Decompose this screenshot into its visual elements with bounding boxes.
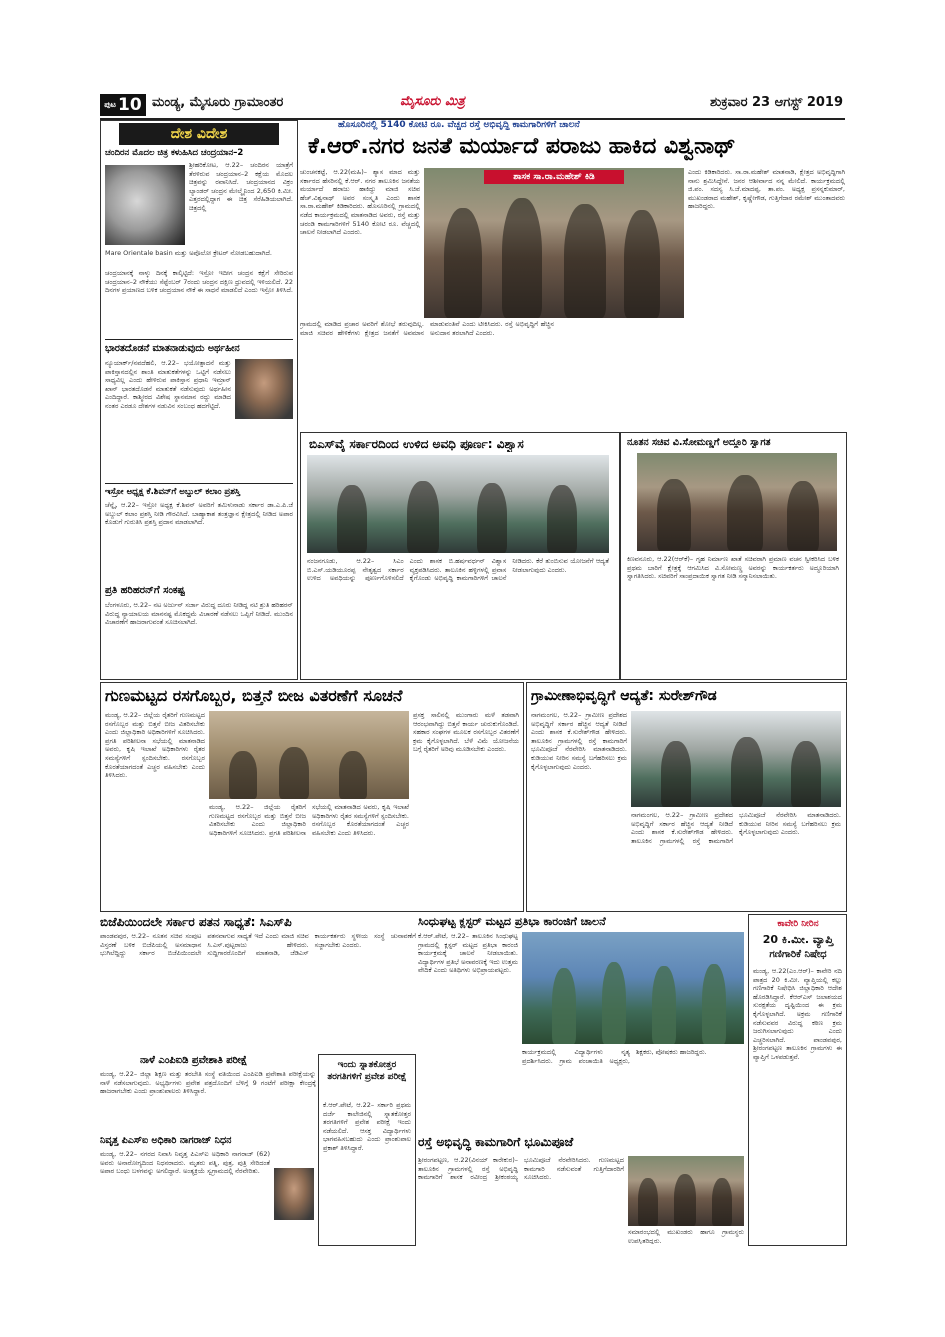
fertilizer-body-right: ಪ್ರಸಕ್ತ ಸಾಲಿನಲ್ಲಿ ಮುಂಗಾರು ಮಳೆ ತಡವಾಗಿ ಆರಂಭವಾಗಿದ್ದು ಬಿತ್ತನೆ ಕಾರ್ಯ ಚುರುಕುಗೊಂಡಿದೆ. ಸಹಕಾರ ಸಂಘಗಳ ಮೂಲಕ ರಸಗೊಬ್ಬರ ವಿತರಣೆಗೆ ಕ್ರಮ ಕೈಗೊಳ್ಳಲಾಗಿದೆ. ಬೆಳೆ ವಿಮೆ ಯೋಜನೆಯ ಬಗ್ಗೆ ರೈತರಿಗೆ ಅರಿವು ಮೂಡಿಸಬೇಕು ಎಂದರು. xyxy=(413,711,519,754)
minister-photo xyxy=(637,453,837,551)
fertilizer-story-box xyxy=(100,682,524,912)
sindhaghatta-photo xyxy=(522,932,744,1044)
bjp-headline: ಬಿಎಸ್‌ವೈ ಸರ್ಕಾರದಿಂದ ಉಳಿದ ಅವಧಿ ಪೂರ್ಣ: ವಿಶ್ವಾಸ xyxy=(309,437,524,451)
story-chandrayaan-caption: Mare Orientale basin ಮತ್ತು ಅಪೊಲೋ ಕ್ರೇಟರ್ ನೋಡಬಹುದಾಗಿದೆ. xyxy=(105,249,272,257)
bjp-fall-body: ಪಾಂಡವಪುರ, ಆ.22– ನೂತನ ಸಚಿವ ಸಂಪುಟ ವಿಸ್ತರಣೆ ಬಳಿಕ ಬಿಜೆಪಿಯಲ್ಲಿ ಅಸಮಾಧಾನ ಭುಗಿಲೆದ್ದಿದ್ದು ಸರ್ಕಾರ ಬಿಜೆಪಿಯಿಂದಲೇ ಪತನವಾಗುವ ಸಾಧ್ಯತೆ ಇದೆ ಎಂದು ಮಾಜಿ ಸಚಿವ ಸಿ.ಎಸ್.ಪುಟ್ಟರಾಜು ಹೇಳಿದರು. ಸುದ್ದಿಗಾರರೊಂದಿಗೆ ಮಾತನಾಡಿ, ಜೆಡಿಎಸ್ ಕಾರ್ಯಕರ್ತರು ಸ್ಥಳೀಯ ಸಂಸ್ಥೆ ಚುನಾವಣೆಗೆ ಸಜ್ಜಾಗಬೇಕು ಎಂದರು. xyxy=(100,932,416,958)
obituary-photo xyxy=(274,1168,314,1220)
rural-story-box xyxy=(526,682,847,912)
page-number-badge: $^{ಪುಟ}$ 10 xyxy=(100,94,146,116)
masthead xyxy=(100,92,845,120)
road-pooja-body: ಶ್ರೀರಂಗಪಟ್ಟಣ, ಆ.22(ವಿನಯ್ ಕಾರೇಕುರ)– ತಾಲೂಕಿನ ಗ್ರಾಮಗಳಲ್ಲಿ ರಸ್ತೆ ಅಭಿವೃದ್ಧಿ ಕಾಮಗಾರಿಗೆ ಶಾಸಕ ರವೀಂದ್ರ ಶ್ರೀಕಂಠಯ್ಯ ಭೂಮಿಪೂಜೆ ನೆರವೇರಿಸಿದರು. ಗುಣಮಟ್ಟದ ಕಾಮಗಾರಿ ನಡೆಸುವಂತೆ ಗುತ್ತಿಗೆದಾರರಿಗೆ ಸೂಚಿಸಿದರು. xyxy=(418,1156,624,1182)
story-isro-award-headline: ಇಸ್ರೋ ಅಧ್ಯಕ್ಷ ಕೆ.ಶಿವನ್‌ಗೆ ಅಬ್ದುಲ್ ಕಲಾಂ ಪ್ರಶಸ್ತಿ xyxy=(105,487,241,497)
rural-photo xyxy=(631,711,841,807)
story-chandrayaan-body: ಶ್ರೀಹರಿಕೋಟ, ಆ.22– ಚಂದಿರನ ಯಾತ್ರೆಗೆ ತೆರಳಿರುವ ಚಂದ್ರಯಾನ–2 ಕಕ್ಷೆಯ ಮೊದಲ ಚಿತ್ರವನ್ನು ರವಾನಿಸಿದೆ. ಚಂದ್ರಯಾನದ ವಿಕ್ರಂ ಲ್ಯಾಂಡರ್ ಚಂದ್ರನ ಮೇಲ್ಮೈನಿಂದ 2,650 ಕಿ.ಮೀ. ಎತ್ತರದಲ್ಲಿದ್ದಾಗ ಈ ಚಿತ್ರ ಸೆರೆಹಿಡಿಯಲಾಗಿದೆ. ಚಿತ್ರದಲ್ಲಿ xyxy=(189,161,293,212)
road-pooja-caption: ಸಮಾರಂಭದಲ್ಲಿ ಮುಖಂಡರು ಹಾಗೂ ಗ್ರಾಮಸ್ಥರು ಉಪಸ್ಥಿತರಿದ್ದರು. xyxy=(628,1228,744,1244)
section-title: ಮಂಡ್ಯ, ಮೈಸೂರು ಗ್ರಾಮಾಂತರ xyxy=(152,95,284,110)
lead-kicker: ಹೊಸೂರಿನಲ್ಲಿ 5140 ಕೋಟಿ ರೂ. ವೆಚ್ಚದ ರಸ್ತೆ ಅಭಿವೃದ್ಧಿ ಕಾಮಗಾರಿಗಳಿಗೆ ಚಾಲನೆ xyxy=(338,120,580,130)
sindhaghatta-headline: ಸಿಂಧುಘಟ್ಟ ಕ್ಲಸ್ಟರ್ ಮಟ್ಟದ ಪ್ರತಿಭಾ ಕಾರಂಜಿಗೆ ಚಾಲನೆ xyxy=(418,915,606,928)
kaveri-line3: ಗಣಿಗಾರಿಕೆ ನಿಷೇಧ xyxy=(769,949,827,960)
fertilizer-photo xyxy=(209,711,409,799)
obituary-body: ಮಂಡ್ಯ, ಆ.22– ನಗರದ ನಿವಾಸಿ ನಿವೃತ್ತ ಪಿಎಸ್‌ಐ ಅಧಿಕಾರಿ ನಾಗರಾಜ್ (62) ಅವರು ಅನಾರೋಗ್ಯದಿಂದ ನಿಧನರಾದರು. ಮೃತರು ಪತ್ನಿ, ಪುತ್ರ, ಪುತ್ರಿ ಸೇರಿದಂತೆ ಅಪಾರ ಬಂಧು ಬಳಗವನ್ನು ಅಗಲಿದ್ದಾರೆ. ಅಂತ್ಯಕ್ರಿಯೆ ಸ್ವಗ್ರಾಮದಲ್ಲಿ ನೆರವೇರಿತು. xyxy=(100,1150,270,1176)
story-india-talks-body: ನ್ಯೂಯಾರ್ಕ್/ನವದೆಹಲಿ, ಆ.22– ಭಯೋತ್ಪಾದನೆ ಮತ್ತು ಪಾಕಿಸ್ತಾನದಲ್ಲಿನ ಶಾಂತಿ ಮಾತುಕತೆಗಳನ್ನು ಒಟ್ಟಿಗೆ ನಡೆಸಲು ಸಾಧ್ಯವಿಲ್ಲ ಎಂದು ಹೇಳಿರುವ ಪಾಕಿಸ್ತಾನ ಪ್ರಧಾನಿ ಇಮ್ರಾನ್ ಖಾನ್ ಭಾರತದೊಡನೆ ಮಾತುಕತೆ ನಡೆಸುವುದು ಅರ್ಥಹೀನ ಎಂದಿದ್ದಾರೆ. ಕಾಶ್ಮೀರದ ವಿಶೇಷ ಸ್ಥಾನಮಾನ ರದ್ದು ಮಾಡಿದ ನಂತರ ಎರಡೂ ದೇಶಗಳ ನಡುವಿನ ಸಂಬಂಧ ಹದಗೆಟ್ಟಿದೆ. xyxy=(105,359,231,410)
story-shruthi-headline: ಪ್ರತಿ ಹರಿಹರನ್‌ಗೆ ಸಂಕಷ್ಟ xyxy=(105,585,185,596)
bjp-body: ನಂಜನಗೂಡು, ಆ.22– ಸಿಎಂ ಬಿ.ಎಸ್.ಯಡಿಯೂರಪ್ಪ ನೇತೃತ್ವದ ಸರ್ಕಾರ ಉಳಿದ ಅವಧಿಯನ್ನು ಪೂರ್ಣಗೊಳಿಸಲಿದೆ ಎಂದು ಶಾಸಕ ಬಿ.ಹರ್ಷವರ್ಧನ್ ವಿಶ್ವಾಸ ವ್ಯಕ್ತಪಡಿಸಿದರು. ತಾಲೂಕಿನ ಹಳ್ಳಿಗಳಲ್ಲಿ ಪ್ರವಾಸ ಕೈಗೊಂಡು ಅಭಿವೃದ್ಧಿ ಕಾಮಗಾರಿಗಳಿಗೆ ಚಾಲನೆ ನೀಡಿದರು. ಕೆರೆ ತುಂಬಿಸುವ ಯೋಜನೆಗೆ ಆದ್ಯತೆ ನೀಡಲಾಗುವುದು ಎಂದರು. xyxy=(307,557,609,583)
obituary-headline: ನಿವೃತ್ತ ಪಿಎಸ್‌ಐ ಅಧಿಕಾರಿ ನಾಗರಾಜ್ ನಿಧನ xyxy=(100,1135,232,1146)
lead-photo xyxy=(424,168,684,318)
pg-test-box xyxy=(318,1054,416,1246)
lead-photo-band: ಶಾಸಕ ಸಾ.ರಾ.ಮಹೇಶ್ ಕಿಡಿ xyxy=(484,170,624,184)
road-pooja-photo xyxy=(628,1156,744,1226)
divider xyxy=(105,339,293,340)
bjp-photo xyxy=(307,455,609,553)
story-shruthi-body: ಬೆಂಗಳೂರು, ಆ.22– ನಟ ಅರ್ಜುನ್ ಸರ್ಜಾ ವಿರುದ್ಧ ದೂರು ನೀಡಿದ್ದ ನಟಿ ಶ್ರುತಿ ಹರಿಹರನ್ ವಿರುದ್ಧ ನ್ಯಾಯಾಲಯ ಮಾನನಷ್ಟ ಮೊಕದ್ದಮೆ ವಿಚಾರಣೆ ನಡೆಸಲು ಒಪ್ಪಿಗೆ ನೀಡಿದೆ. ಮುಂದಿನ ವಿಚಾರಣೆಗೆ ಹಾಜರಾಗುವಂತೆ ಸೂಚಿಸಲಾಗಿದೆ. xyxy=(105,601,293,627)
kaveri-body: ಮಂಡ್ಯ, ಆ.22(ಎಂ.ಆರ್)– ಕಾವೇರಿ ನದಿ ಪಾತ್ರದ 20 ಕಿ.ಮೀ. ವ್ಯಾಪ್ತಿಯಲ್ಲಿ ಕಲ್ಲು ಗಣಿಗಾರಿಕೆ ನಿಷೇಧಿಸಿ ಜಿಲ್ಲಾಧಿಕಾರಿ ಆದೇಶ ಹೊರಡಿಸಿದ್ದಾರೆ. ಕೆಆರ್‌ಎಸ್ ಜಲಾಶಯದ ಸುರಕ್ಷತೆಯ ದೃಷ್ಟಿಯಿಂದ ಈ ಕ್ರಮ ಕೈಗೊಳ್ಳಲಾಗಿದೆ. ಅಕ್ರಮ ಗಣಿಗಾರಿಕೆ ನಡೆಸುವವರ ವಿರುದ್ಧ ಕಠಿಣ ಕ್ರಮ ಜರುಗಿಸಲಾಗುವುದು ಎಂದು ಎಚ್ಚರಿಸಲಾಗಿದೆ. ಪಾಂಡವಪುರ, ಶ್ರೀರಂಗಪಟ್ಟಣ ತಾಲೂಕಿನ ಗ್ರಾಮಗಳು ಈ ವ್ಯಾಪ್ತಿಗೆ ಒಳಪಡುತ್ತವೆ. xyxy=(753,967,842,1061)
mpid-headline: ನಾಳೆ ಎಂಪಿಐಡಿ ಪ್ರವೇಶಾತಿ ಪರೀಕ್ಷೆ xyxy=(140,1055,248,1066)
minister-headline: ನೂತನ ಸಚಿವ ವಿ.ಸೋಮಣ್ಣಗೆ ಅದ್ಧೂರಿ ಸ್ವಾಗತ xyxy=(627,437,771,448)
story-chandrayaan-more: ಚಂದ್ರಯಾನಕ್ಕೆ ನಾಳ್ಕು ದಿನಕ್ಕೆ ಕಾಲ್ಕಿಟ್ಟಿದೆ: ಇಸ್ರೋ ಇದೀಗ ಚಂದ್ರನ ಕಕ್ಷೆಗೆ ಸೇರಿರುವ ಚಂದ್ರಯಾನ–2 ನೌಕೆಯು ಸೆಪ್ಟೆಂಬರ್ 7ರಂದು ಚಂದ್ರನ ದಕ್ಷಿಣ ಧ್ರುವದಲ್ಲಿ ಇಳಿಯಲಿದೆ. 22 ದಿನಗಳ ಪ್ರಯಾಣದ ಬಳಿಕ ಚಂದ್ರಯಾನ ನೌಕೆ ಈ ಸಾಧನೆ ಮಾಡಲಿದೆ ಎಂದು ಇಸ್ರೋ ತಿಳಿಸಿದೆ. xyxy=(105,269,293,295)
desha-videsha-box xyxy=(100,120,298,680)
pg-test-headline: ಇಂದು ಸ್ನಾತಕೋತ್ತರ ತರಗತಿಗಳಿಗೆ ಪ್ರವೇಶ ಪರೀಕ್ಷೆ xyxy=(327,1060,407,1082)
issue-date: ಶುಕ್ರವಾರ 23 ಆಗಸ್ಟ್ 2019 xyxy=(710,95,843,110)
bjp-fall-headline: ಬಿಜೆಪಿಯಿಂದಲೇ ಸರ್ಕಾರ ಪತನ ಸಾಧ್ಯತೆ: ಸಿಎಸ್‌ಪಿ xyxy=(100,915,292,929)
fertilizer-body-2: ಮಂಡ್ಯ, ಆ.22– ಜಿಲ್ಲೆಯ ರೈತರಿಗೆ ಗುಣಮಟ್ಟದ ರಸಗೊಬ್ಬರ ಮತ್ತು ಬಿತ್ತನೆ ಬೀಜ ವಿತರಿಸಬೇಕು ಎಂದು ಜಿಲ್ಲಾಧಿಕಾರಿ ಅಧಿಕಾರಿಗಳಿಗೆ ಸೂಚಿಸಿದರು. ಪ್ರಗತಿ ಪರಿಶೀಲನಾ ಸಭೆಯಲ್ಲಿ ಮಾತನಾಡಿದ ಅವರು, ಕೃಷಿ ಇಲಾಖೆ ಅಧಿಕಾರಿಗಳು ರೈತರ ಸಮಸ್ಯೆಗಳಿಗೆ ಸ್ಪಂದಿಸಬೇಕು. ರಸಗೊಬ್ಬರ ಕೊರತೆಯಾಗದಂತೆ ಎಚ್ಚರ ವಹಿಸಬೇಕು ಎಂದು ತಿಳಿಸಿದರು. xyxy=(209,803,409,837)
divider xyxy=(105,483,293,484)
rural-headline: ಗ್ರಾಮೀಣಾಭಿವೃದ್ಧಿಗೆ ಆದ್ಯತೆ: ಸುರೇಶ್‌ಗೌಡ xyxy=(531,688,717,704)
sindhaghatta-caption: ಕಾರ್ಯಕ್ರಮದಲ್ಲಿ ವಿದ್ಯಾರ್ಥಿಗಳು ನೃತ್ಯ ಪ್ರದರ್ಶಿಸಿದರು. ಗ್ರಾಮ ಪಂಚಾಯಿತಿ ಅಧ್ಯಕ್ಷರು, ಶಿಕ್ಷಕರು, ಪೋಷಕರು ಹಾಜರಿದ್ದರು. xyxy=(522,1048,707,1065)
imran-khan-photo xyxy=(235,359,293,419)
desha-videsha-title: ದೇಶ ವಿದೇಶ xyxy=(119,123,279,145)
story-india-talks-headline: ಭಾರತದೊಡನೆ ಮಾತನಾಡುವುದು ಅರ್ಥಹೀನ xyxy=(105,343,240,354)
pg-test-body: ಕೆ.ಆರ್.ಪೇಟೆ, ಆ.22– ಸರ್ಕಾರಿ ಪ್ರಥಮ ದರ್ಜೆ ಕಾಲೇಜಿನಲ್ಲಿ ಸ್ನಾತಕೋತ್ತರ ತರಗತಿಗಳಿಗೆ ಪ್ರವೇಶ ಪರೀಕ್ಷೆ ಇಂದು ನಡೆಯಲಿದೆ. ಆಸಕ್ತ ವಿದ್ಯಾರ್ಥಿಗಳು ಭಾಗವಹಿಸಬಹುದು ಎಂದು ಪ್ರಾಂಶುಪಾಲ ಪ್ರಕಾಶ್ ತಿಳಿಸಿದ್ದಾರೆ. xyxy=(323,1101,411,1152)
sindhaghatta-body: ಕೆ.ಆರ್.ಪೇಟೆ, ಆ.22– ತಾಲೂಕಿನ ಸಿಂಧುಘಟ್ಟ ಗ್ರಾಮದಲ್ಲಿ ಕ್ಲಸ್ಟರ್ ಮಟ್ಟದ ಪ್ರತಿಭಾ ಕಾರಂಜಿ ಕಾರ್ಯಕ್ರಮಕ್ಕೆ ಚಾಲನೆ ನೀಡಲಾಯಿತು. ವಿದ್ಯಾರ್ಥಿಗಳ ಪ್ರತಿಭೆ ಅನಾವರಣಕ್ಕೆ ಇದು ಉತ್ತಮ ವೇದಿಕೆ ಎಂದು ಅತಿಥಿಗಳು ಅಭಿಪ್ರಾಯಪಟ್ಟರು. xyxy=(418,932,518,975)
kaveri-box xyxy=(748,914,847,1246)
story-chandrayaan-headline: ಚಂದಿರನ ಮೊದಲ ಚಿತ್ರ ಕಳುಹಿಸಿದ ಚಂದ್ರಯಾನ–2 xyxy=(105,148,244,158)
newspaper-logo: ಮೈಸೂರು ಮಿತ್ರ xyxy=(400,94,465,109)
minister-body: ಕಿಣವನೂರು, ಆ.22(ಆರ್‌ಕೆ)– ಗೃಹ ನಿರ್ಮಾಣ ಖಾತೆ ಸಚಿವರಾಗಿ ಪ್ರಮಾಣ ವಚನ ಸ್ವೀಕರಿಸಿದ ಬಳಿಕ ಪ್ರಥಮ ಬಾರಿಗೆ ಕ್ಷೇತ್ರಕ್ಕೆ ಆಗಮಿಸಿದ ವಿ.ಸೋಮಣ್ಣ ಅವರನ್ನು ಕಾರ್ಯಕರ್ತರು ಅದ್ಧೂರಿಯಾಗಿ ಸ್ವಾಗತಿಸಿದರು. ಸಚಿವರಿಗೆ ಸಾಂಪ್ರದಾಯಿಕ ಸ್ವಾಗತ ನೀಡಿ ಸನ್ಮಾನಿಸಲಾಯಿತು. xyxy=(627,555,839,581)
minister-story-box xyxy=(620,432,847,680)
bjp-story-box xyxy=(300,432,620,680)
lead-headline: ಕೆ.ಆರ್.ನಗರ ಜನತೆ ಮರ್ಯಾದೆ ಪರಾಜು ಹಾಕಿದ ವಿಶ್ವನಾಥ್ xyxy=(308,134,736,159)
fertilizer-body: ಮಂಡ್ಯ, ಆ.22– ಜಿಲ್ಲೆಯ ರೈತರಿಗೆ ಗುಣಮಟ್ಟದ ರಸಗೊಬ್ಬರ ಮತ್ತು ಬಿತ್ತನೆ ಬೀಜ ವಿತರಿಸಬೇಕು ಎಂದು ಜಿಲ್ಲಾಧಿಕಾರಿ ಅಧಿಕಾರಿಗಳಿಗೆ ಸೂಚಿಸಿದರು. ಪ್ರಗತಿ ಪರಿಶೀಲನಾ ಸಭೆಯಲ್ಲಿ ಮಾತನಾಡಿದ ಅವರು, ಕೃಷಿ ಇಲಾಖೆ ಅಧಿಕಾರಿಗಳು ರೈತರ ಸಮಸ್ಯೆಗಳಿಗೆ ಸ್ಪಂದಿಸಬೇಕು. ರಸಗೊಬ್ಬರ ಕೊರತೆಯಾಗದಂತೆ ಎಚ್ಚರ ವಹಿಸಬೇಕು ಎಂದು ತಿಳಿಸಿದರು. xyxy=(105,711,205,780)
story-isro-award-body: ಚೆನ್ನೈ, ಆ.22– ಇಸ್ರೋ ಅಧ್ಯಕ್ಷ ಕೆ.ಶಿವನ್ ಅವರಿಗೆ ತಮಿಳುನಾಡು ಸರ್ಕಾರ ಡಾ.ಎ.ಪಿ.ಜೆ ಅಬ್ದುಲ್ ಕಲಾಂ ಪ್ರಶಸ್ತಿ ನೀಡಿ ಗೌರವಿಸಿದೆ. ಬಾಹ್ಯಾಕಾಶ ತಂತ್ರಜ್ಞಾನ ಕ್ಷೇತ್ರದಲ್ಲಿ ನೀಡಿದ ಅಪಾರ ಕೊಡುಗೆ ಗುರುತಿಸಿ ಪ್ರಶಸ್ತಿ ಪ್ರದಾನ ಮಾಡಲಾಗಿದೆ. xyxy=(105,501,293,527)
kaveri-headline: ಕಾವೇರಿ ನೀರಿನ xyxy=(777,919,819,929)
mpid-body: ಮಂಡ್ಯ, ಆ.22– ಜಿಲ್ಲಾ ಶಿಕ್ಷಣ ಮತ್ತು ತರಬೇತಿ ಸಂಸ್ಥೆ ವತಿಯಿಂದ ಎಂಪಿಐಡಿ ಪ್ರವೇಶಾತಿ ಪರೀಕ್ಷೆಯನ್ನು ನಾಳೆ ನಡೆಸಲಾಗುವುದು. ಅಭ್ಯರ್ಥಿಗಳು ಪ್ರವೇಶ ಪತ್ರದೊಂದಿಗೆ ಬೆಳಿಗ್ಗೆ 9 ಗಂಟೆಗೆ ಪರೀಕ್ಷಾ ಕೇಂದ್ರಕ್ಕೆ ಹಾಜರಾಗಬೇಕು ಎಂದು ಪ್ರಾಂಶುಪಾಲರು ತಿಳಿಸಿದ್ದಾರೆ. xyxy=(100,1070,316,1096)
lead-body-bottom: ಗ್ರಾಮದಲ್ಲಿ ಮಾಡಿದ ಪ್ರಚಾರ ಅವರಿಗೆ ಶೋಭೆ ತರುವುದಿಲ್ಲ. ಮಾಜಿ ಸಚಿವರ ಹೇಳಿಕೆಗಳು ಕ್ಷೇತ್ರದ ಜನತೆಗೆ ಅವಮಾನ ಮಾಡುವಂತಿವೆ ಎಂದು ಟೀಕಿಸಿದರು. ರಸ್ತೆ ಅಭಿವೃದ್ಧಿಗೆ ಹೆಚ್ಚಿನ ಅನುದಾನ ತರಲಾಗಿದೆ ಎಂದರು. xyxy=(300,320,554,337)
kaveri-line2: 20 ಕಿ.ಮೀ. ವ್ಯಾಪ್ತಿ xyxy=(762,933,834,946)
rural-body-2: ನಾಗಮಂಗಲ, ಆ.22– ಗ್ರಾಮೀಣ ಪ್ರದೇಶದ ಅಭಿವೃದ್ಧಿಗೆ ಸರ್ಕಾರ ಹೆಚ್ಚಿನ ಆದ್ಯತೆ ನೀಡಿದೆ ಎಂದು ಶಾಸಕ ಕೆ.ಸುರೇಶ್‌ಗೌಡ ಹೇಳಿದರು. ತಾಲೂಕಿನ ಗ್ರಾಮಗಳಲ್ಲಿ ರಸ್ತೆ ಕಾಮಗಾರಿಗೆ ಭೂಮಿಪೂಜೆ ನೆರವೇರಿಸಿ ಮಾತನಾಡಿದರು. ಕುಡಿಯುವ ನೀರಿನ ಸಮಸ್ಯೆ ಬಗೆಹರಿಸಲು ಕ್ರಮ ಕೈಗೊಳ್ಳಲಾಗುವುದು ಎಂದರು. xyxy=(631,811,841,845)
moon-photo xyxy=(105,165,185,245)
road-pooja-headline: ರಸ್ತೆ ಅಭಿವೃದ್ಧಿ ಕಾಮಗಾರಿಗೆ ಭೂಮಿಪೂಜೆ xyxy=(418,1135,574,1149)
rural-body: ನಾಗಮಂಗಲ, ಆ.22– ಗ್ರಾಮೀಣ ಪ್ರದೇಶದ ಅಭಿವೃದ್ಧಿಗೆ ಸರ್ಕಾರ ಹೆಚ್ಚಿನ ಆದ್ಯತೆ ನೀಡಿದೆ ಎಂದು ಶಾಸಕ ಕೆ.ಸುರೇಶ್‌ಗೌಡ ಹೇಳಿದರು. ತಾಲೂಕಿನ ಗ್ರಾಮಗಳಲ್ಲಿ ರಸ್ತೆ ಕಾಮಗಾರಿಗೆ ಭೂಮಿಪೂಜೆ ನೆರವೇರಿಸಿ ಮಾತನಾಡಿದರು. ಕುಡಿಯುವ ನೀರಿನ ಸಮಸ್ಯೆ ಬಗೆಹರಿಸಲು ಕ್ರಮ ಕೈಗೊಳ್ಳಲಾಗುವುದು ಎಂದರು. xyxy=(531,711,627,771)
lead-body-left: ಚುಂಚನಕಟ್ಟೆ, ಆ.22(ಮಹಿ)– ಶ್ಯಾಸ ಮಾದ ಮತ್ತು ಸರ್ಕಾರದ ಹೆಸರಿನಲ್ಲಿ ಕೆ.ಆರ್. ನಗರ ತಾಲೂಕಿನ ಜನತೆಯ ಮರ್ಯಾದೆ ಹರಾಜು ಹಾಕಿದ್ದು ಮಾಜಿ ಸಚಿವ ಹೆಚ್.ವಿಶ್ವನಾಥ್ ಅವರ ಸಂಸ್ಕೃತಿ ಎಂದು ಶಾಸಕ ಸಾ.ರಾ.ಮಹೇಶ್ ಕಿಡಿಕಾರಿದರು. ಹೊಸೂರಿನಲ್ಲಿ ಗ್ರಾಮದಲ್ಲಿ ನಡೆದ ಕಾರ್ಯಕ್ರಮದಲ್ಲಿ ಮಾತನಾಡಿದ ಅವರು, ರಸ್ತೆ ಮತ್ತು ಚರಂಡಿ ಕಾಮಗಾರಿಗಳಿಗೆ 5140 ಕೋಟಿ ರೂ. ವೆಚ್ಚದಲ್ಲಿ ಚಾಲನೆ ನೀಡಲಾಗಿದೆ ಎಂದರು. xyxy=(300,168,420,237)
fertilizer-headline: ಗುಣಮಟ್ಟದ ರಸಗೊಬ್ಬರ, ಬಿತ್ತನೆ ಬೀಜ ವಿತರಣೆಗೆ ಸೂಚನೆ xyxy=(105,686,403,705)
lead-body-right: ಎಂದು ಕಿಡಿಕಾರಿದರು. ಸಾ.ರಾ.ಮಹೇಶ್ ಮಾತನಾಡಿ, ಕ್ಷೇತ್ರದ ಅಭಿವೃದ್ಧಿಗಾಗಿ ನಾನು ಶ್ರಮಿಸಿದ್ದೇನೆ. ಜನರ ಆಶೀರ್ವಾದ ನನ್ನ ಮೇಲಿದೆ. ಕಾರ್ಯಕ್ರಮದಲ್ಲಿ ಜಿ.ಪಂ. ಸದಸ್ಯ ಸಿ.ಜೆ.ಮಾದಪ್ಪ, ತಾ.ಪಂ. ಅಧ್ಯಕ್ಷ ಪ್ರಸನ್ನಕುಮಾರ್, ಮುಖಂಡರಾದ ಮಹೇಶ್, ಕೃಷ್ಣೇಗೌಡ, ಗುತ್ತಿಗೆದಾರ ರಮೇಶ್ ಮುಂತಾದವರು ಹಾಜರಿದ್ದರು. xyxy=(688,168,845,211)
